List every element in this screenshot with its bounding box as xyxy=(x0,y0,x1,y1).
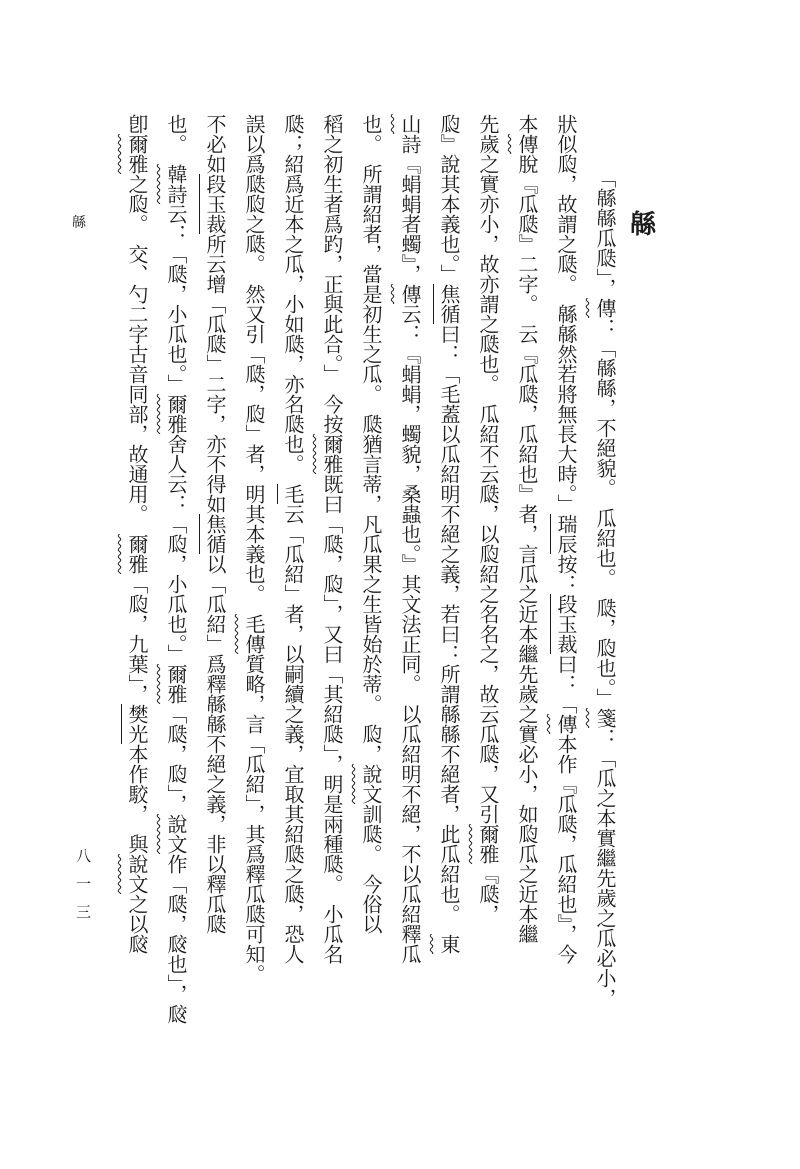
text-run: 云：『蜎蜎，蠋貌，桑蟲也。』其文法正同。 以瓜紹明不絕，不以瓜紹釋瓜 xyxy=(398,304,420,964)
text-column-2 xyxy=(551,114,579,1069)
person-name-mark: 樊光 xyxy=(125,704,147,744)
book-name-mark: 說文 xyxy=(164,814,186,854)
margin-label: 緜 xyxy=(72,216,86,231)
text-run: 既曰「瓞，瓝」，又曰「其紹瓞」，明是兩種瓞。 小瓜名 xyxy=(320,474,342,964)
text-run: 本作駮， 與 xyxy=(125,744,147,854)
text-run: 『瓞， xyxy=(476,864,498,924)
text-run: 作「瓞，㼎也」，㼎 xyxy=(164,854,186,1024)
section-header: 緜 xyxy=(630,210,657,239)
text-run: 本作『瓜瓞，瓜紹也』，今 xyxy=(554,734,576,964)
book-name-mark: 傳 xyxy=(593,298,615,318)
text-run: 詩『蜎蜎者蠋』， xyxy=(398,134,420,284)
book-name-mark: 爾雅 xyxy=(164,664,186,704)
book-name-mark: 傳 xyxy=(398,284,420,304)
text-run: 質略，言「瓜紹」，其爲釋瓜瓞可知。 xyxy=(242,654,264,984)
book-name-mark: 山 xyxy=(398,114,420,134)
person-name-mark: 段玉裁 xyxy=(203,174,225,234)
text-column-13 xyxy=(122,114,150,1069)
text-column-7 xyxy=(356,114,384,1069)
text-run: 按： xyxy=(554,554,576,594)
book-name-mark: 爾雅 xyxy=(125,134,147,174)
person-name-mark: 段玉裁 xyxy=(554,594,576,654)
text-run: ：「緜緜，不絕貌。 瓜紹也。 瓞，瓝也。」 xyxy=(593,318,615,708)
text-column-10 xyxy=(239,114,267,1069)
person-name-mark: 瑞辰 xyxy=(554,514,576,554)
book-name-mark: 說文 xyxy=(359,764,381,804)
book-name-mark: 傳 xyxy=(554,714,576,734)
text-column-9 xyxy=(278,114,306,1069)
text-columns xyxy=(96,114,618,1069)
book-name-mark: 傳 xyxy=(515,134,537,154)
book-name-mark: 箋 xyxy=(593,708,615,728)
person-name-mark: 焦循 xyxy=(203,514,225,554)
book-name-mark: 爾雅 xyxy=(125,534,147,574)
book-name-mark: 爾雅 xyxy=(320,434,342,474)
text-column-12 xyxy=(161,114,189,1069)
text-run: 瓝』說其本義也。」 xyxy=(437,114,459,284)
book-name-mark: 毛傳 xyxy=(242,614,264,654)
text-run: 脫『瓜瓞』二字。 云『瓜瓞，瓜紹也』者，言瓜之近本繼先歲之實必小，如瓝瓜之近本繼 xyxy=(515,154,537,944)
book-name-mark: 韓詩 xyxy=(164,164,186,204)
text-column-1 xyxy=(590,114,618,1069)
text-run: 舍人云：「瓝，小瓜也。」 xyxy=(164,434,186,664)
text-run: 「瓝，九葉」， xyxy=(125,574,147,704)
text-run: 先歲之實亦小，故亦謂之瓞也。 瓜紹不云瓞，以瓝紹之名名之，故云瓜瓞，又引 xyxy=(476,114,498,824)
text-run: 所云增「瓜瓞」二字，亦不得如 xyxy=(203,234,225,514)
text-column-5 xyxy=(434,114,462,1069)
text-run: 之以㼎 xyxy=(125,894,147,954)
text-run: 狀似瓝，故謂之瓞。 緜緜然若將無長大時。」 xyxy=(554,114,576,514)
person-name-mark: 焦循 xyxy=(437,284,459,324)
text-run: 「緜緜瓜瓞」， xyxy=(593,168,615,298)
text-run: 「瓞，瓝」， xyxy=(164,704,186,814)
text-run: 不必如 xyxy=(203,114,225,174)
text-column-8 xyxy=(317,114,345,1069)
text-run: 曰：「毛蓋以瓜紹明不絕之義，若曰：所謂緜緜不絕者，此瓜紹也。 xyxy=(437,324,459,934)
text-column-4 xyxy=(473,114,501,1069)
text-run: 云「瓜紹」者，以嗣續之義，宜取其紹瓞之瓞，恐人 xyxy=(281,504,303,964)
text-run: ：「瓜之本實繼先歲之瓜必小， xyxy=(593,728,615,1008)
text-run: 誤以爲瓞瓝之瓞。 然又引「瓞，瓝」者，明其本義也。 xyxy=(242,114,264,614)
text-run: 之瓝。 交、勺二字古音同部，故通用。 xyxy=(125,174,147,534)
text-column-3 xyxy=(512,114,540,1069)
text-run: 訓瓞。 今俗以 xyxy=(359,804,381,934)
text-run: 也。 xyxy=(164,114,186,164)
book-name-mark: 爾雅 xyxy=(476,824,498,864)
text-run: 也。 所謂紹者，當是初生之瓜。 瓞猶言蒂，凡瓜果之生皆始於蒂。 瓝， xyxy=(359,114,381,764)
text-run: 卽 xyxy=(125,114,147,134)
book-name-mark: 東 xyxy=(437,934,459,954)
text-column-6 xyxy=(395,114,423,1069)
person-name-mark: 毛 xyxy=(281,484,303,504)
book-name-mark: 說文 xyxy=(125,854,147,894)
text-run: 云：「瓞，小瓜也。」 xyxy=(164,204,186,394)
text-run: 曰：「 xyxy=(554,654,576,714)
text-run: 本 xyxy=(515,114,537,134)
text-run: 瓞；紹爲近本之瓜，小如瓞，亦名瓞也。 xyxy=(281,114,303,484)
book-name-mark: 爾雅 xyxy=(164,394,186,434)
page-number: 八一三 xyxy=(74,848,90,932)
text-run: 以「瓜紹」爲釋緜緜不絕之義，非以釋瓜瓞 xyxy=(203,554,225,934)
text-column-11 xyxy=(200,114,228,1069)
text-run: 稻之初生者爲趵，正與此合。」 今按 xyxy=(320,114,342,434)
